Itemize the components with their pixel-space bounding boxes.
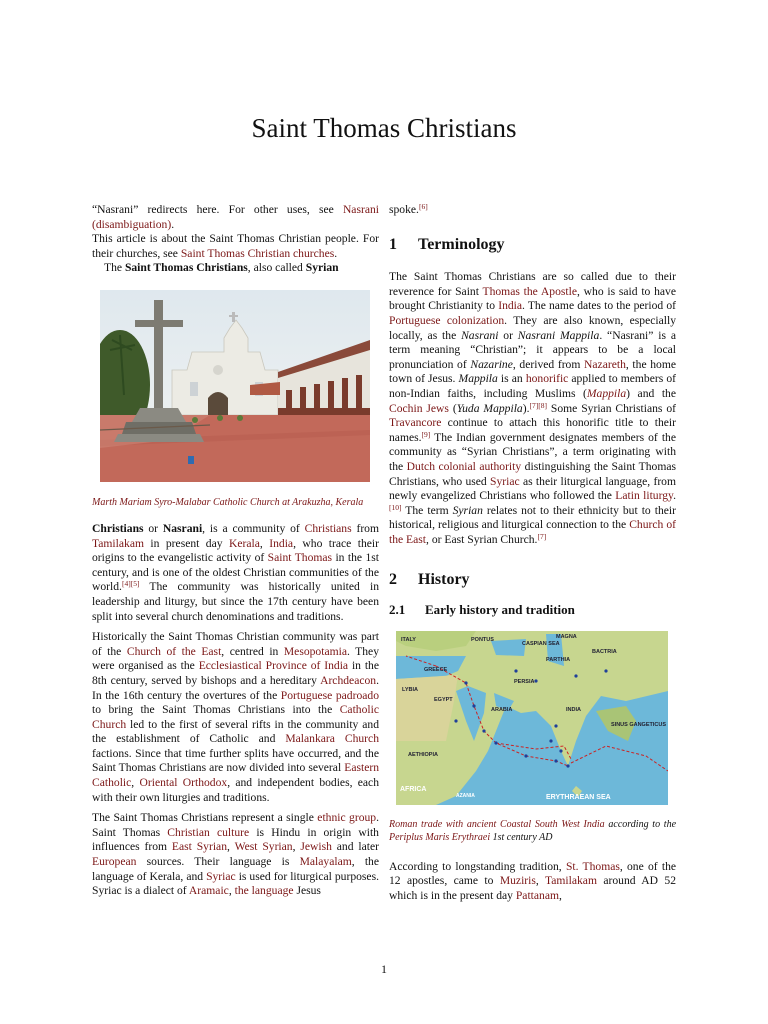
travancore-link[interactable]: Travancore [389,416,442,430]
tradition-paragraph: According to longstanding tradition, St. Thomas, one of the 12 apostles, came to Muziris, Tamilakam around AD 52 which is in the present day Pattanam, [389,859,677,902]
reference-10[interactable]: [10] [389,502,402,512]
reference-7[interactable]: [7] [537,531,547,541]
map-label-libya: LYBIA [402,686,418,693]
page-title: Saint Thomas Christians [251,113,517,143]
map-label-ethiopia: AETHIOPIA [408,751,438,758]
continuation-text: spoke.[6] [389,202,428,216]
map-label-pontus: PONTUS [471,636,494,643]
padroado-link[interactable]: Portuguese padroado [280,688,379,702]
ecclesiastical-province-link[interactable]: Ecclesiastical Province of India [198,659,349,673]
map-label-italy: ITALY [401,636,416,643]
eastern-catholic-link[interactable]: Eastern Catholic [92,761,379,790]
right-column [389,203,676,903]
european-link[interactable]: European [92,855,137,869]
st-thomas-link[interactable]: St. Thomas [565,859,620,873]
reference-6[interactable]: [6] [418,202,428,211]
west-syrian-link[interactable]: West Syrian [234,840,293,854]
periplus-link[interactable]: Periplus Maris Erythraei [389,831,491,843]
page-number: 1 [381,962,387,976]
catholic-church-link[interactable]: Catholic Church [92,703,379,731]
intro-paragraph: Christians or Nasrani, is a community of Christians from Tamilakam in present day Kerala, India, who trace their origins to the evangelistic activity of Saint Thomas in the 1st century, and is one of the oldest Christian communities of the world.[4][5] The community was historically united in leadership and liturgy, but since the 17th century have been split into several church denominations and traditions. [92,521,379,623]
map-label-india: INDIA [566,706,581,713]
map-label-sinus: SINUS GANGETICUS [611,721,667,728]
jewish-link[interactable]: Jewish [300,840,332,854]
syriac-link-2[interactable]: Syriac [490,474,520,488]
map-label-persia: PERSIA [514,678,535,685]
aramaic-link[interactable]: Aramaic [188,884,229,898]
map-label-greece: GREECE [424,666,448,673]
figure1-caption: Marth Mariam Syro-Malabar Catholic Church at Arakuzha, Kerala [92,496,364,508]
church-of-the-east-link-2[interactable]: Church of the East [389,518,676,546]
intro-lead: The Saint Thomas Christians, also called Syrian [104,261,339,275]
ethnic-group-link[interactable]: ethnic group [317,811,377,825]
archdeacon-link[interactable]: Archdeacon [320,673,377,687]
map-label-caspian: CASPIAN SEA [522,640,560,647]
subsection-early-history-heading: 2.1 Early history and tradition [389,602,575,618]
tamilakam-link-2[interactable]: Tamilakam [544,874,597,888]
christians-link[interactable]: Christians [304,521,352,535]
section-history-heading: 2 History [389,571,470,589]
cochin-jews-link[interactable]: Cochin Jews [389,401,449,415]
latin-liturgy-link[interactable]: Latin liturgy [615,489,674,503]
reference-9[interactable]: [9] [421,429,431,439]
mappila-link[interactable]: Mappila [586,386,627,400]
culture-paragraph: The Saint Thomas Christians represent a single ethnic group. Saint Thomas Christian culture is Hindu in origin with influences from East Syrian, West Syrian, Jewish and later European sources. Their language is Malayalam, the language of Kerala, and Syriac is used for liturgical purposes. Syriac is a dialect of Aramaic, the language Jesus [92,811,379,898]
map-label-africa: AFRICA [400,785,427,793]
disambiguation-link[interactable]: Nasrani (disambiguation) [92,203,379,231]
trade-route-map [396,631,668,805]
map-label-arabia: ARABIA [491,706,513,713]
left-column [92,203,379,899]
oriental-orthodox-link[interactable]: Oriental Orthodox [139,776,228,790]
section-terminology-heading: 1 Terminology [389,235,505,253]
christian-culture-link[interactable]: Christian culture [167,825,250,839]
map-label-bactria: BACTRIA [592,648,617,655]
portuguese-colonization-link[interactable]: Portuguese colonization [389,313,505,327]
muziris-link[interactable]: Muziris [499,874,536,888]
malankara-church-link[interactable]: Malankara Church [285,732,379,746]
saint-thomas-link[interactable]: Saint Thomas [267,551,333,565]
kerala-link[interactable]: Kerala [228,536,260,550]
tamilakam-link[interactable]: Tamilakam [92,536,144,550]
syriac-link[interactable]: Syriac [206,869,236,883]
india-link-2[interactable]: India [498,299,523,313]
india-link[interactable]: India [269,536,294,550]
history-summary-paragraph: Historically the Saint Thomas Christian community was part of the Church of the East, centred in Mesopotamia. They were organised as the Ecclesiastical Province of India in the 8th century, served by bishops and a hereditary Archdeacon. In the 16th century the overtures of the Portuguese padroado to bring the Saint Thomas Christians into the Catholic Church led to the first of several rifts in the community and the establishment of Catholic and Malankara Church factions. Since that time further splits have occurred, and the Saint Thomas Christians are now divided into several Eastern Catholic, Oriental Orthodox, and independent bodies, each with their own liturgies and traditions. [92,630,380,804]
figure2-caption: Roman trade with ancient Coastal South West India according to the Periplus Maris Erythraei 1st century AD [389,818,677,843]
map-label-egypt: EGYPT [434,696,453,703]
roman-trade-link[interactable]: Roman trade with ancient Coastal South West India [389,818,605,830]
honorific-link[interactable]: honorific [525,372,569,386]
dutch-colonial-link[interactable]: Dutch colonial authority [406,459,522,473]
thomas-apostle-link[interactable]: Thomas the Apostle [482,284,577,298]
church-of-the-east-link[interactable]: Church of the East [126,644,222,658]
malayalam-link[interactable]: Malayalam [299,855,352,869]
map-label-azania: AZANIA [456,792,475,799]
reference-7-8[interactable]: [7][8] [529,400,547,410]
hatnote: “Nasrani” redirects here. For other uses, see Nasrani (disambiguation). This article is about the Saint Thomas Christian people. For their churches, see Saint Thomas Christian churches. [92,203,379,260]
church-photo [100,290,370,482]
reference-4-5[interactable]: [4][5] [121,579,140,589]
pattanam-link[interactable]: Pattanam [515,888,560,902]
map-label-magna: MAGNA [556,633,577,640]
churches-link[interactable]: Saint Thomas Christian churches [180,246,335,260]
terminology-paragraph: The Saint Thomas Christians are so called due to their reverence for Saint Thomas the Apostle, who is said to have brought Christianity to India. The name dates to the period of Portuguese colonization. They are also known, especially locally, as the Nasrani or Nasrani Mappila. “Nasrani” is a term meaning “Christian”; it appears to be a local pronunciation of Nazarine, derived from Nazareth, the home town of Jesus. Mappila is an honorific applied to members of non-Indian faiths, including Muslims (Mappila) and the Cochin Jews (Yuda Mappila).[7][8] Some Syrian Christians of Travancore continue to attach this honorific title to their names.[9] The Indian government designates members of the community as “Syrian Christians”, a term originating with the Dutch colonial authority distinguishing the Saint Thomas Christians, who used Syriac as their liturgical language, from newly evangelized Christians who followed the Latin liturgy.[10] The term Syrian relates not to their ethnicity but to their historical, religious and liturgical connection to the Church of the East, or East Syrian Church.[7] [389,270,677,546]
mesopotamia-link[interactable]: Mesopotamia [283,644,347,658]
map-label-erythraean: ERYTHRAEAN SEA [546,793,611,801]
nazareth-link[interactable]: Nazareth [584,357,626,371]
the-language-link[interactable]: the language [234,884,294,898]
east-syrian-link[interactable]: East Syrian [171,840,227,854]
map-label-parthia: PARTHIA [546,656,571,663]
